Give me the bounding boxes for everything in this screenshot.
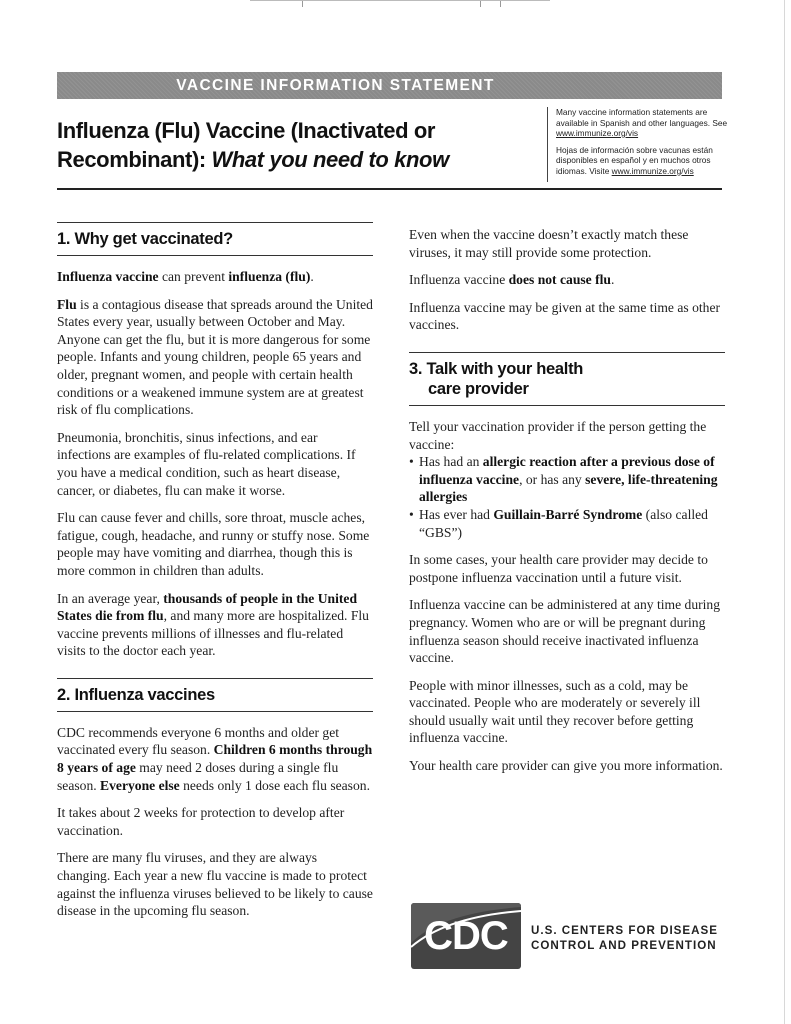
agency-name: U.S. CENTERS FOR DISEASE CONTROL AND PREVENTION [531,924,718,952]
list-item: • Has had an allergic reaction after a previous dose of influenza vaccine, or has any severe, life-threatening allergies [409,453,725,506]
section-2-paragraph-6: Influenza vaccine may be given at the same time as other vaccines. [409,299,721,333]
cdc-logo-text: CDC [424,914,508,958]
section-1-paragraph-3: Pneumonia, bronchitis, sinus infections, and ear infections are examples of flu-related complications. If you have a medical condition, such as heart disease, cancer, or diabetes, flu can make it worse. [57,429,356,498]
title-divider [57,188,722,190]
section-2-paragraph-3: There are many flu viruses, and they are always changing. Each year a new flu vaccine is made to protect against the influenza viruses believed to be likely to cause disease in the upcoming flu season. [57,850,373,919]
section-3-intro: Tell your vaccination provider if the person getting the vaccine: [409,418,707,452]
left-column [57,222,373,930]
english-note: Many vaccine information statements are available in Spanish and other languages. See www.immunize.org/vis [556,107,728,138]
section-3-list [409,453,725,541]
scan-right-edge [784,0,785,1024]
section-3-paragraph-4: Your health care provider can give you more information. [409,758,723,774]
spanish-note: Hojas de información sobre vacunas están disponibles en español y en muchos otros idiomas. Visite www.immunize.org/vis [556,144,713,176]
right-column [409,226,725,785]
list-item: • Has ever had Guillain-Barré Syndrome (also called “GBS”) [409,506,725,541]
spanish-vis-link[interactable]: www.immunize.org/vis [611,165,694,176]
section-1-paragraph-1: Influenza vaccine can prevent influenza (flu). [57,269,314,284]
document-title: Influenza (Flu) Vaccine (Inactivated or Recombinant): What you need to know [57,118,449,172]
section-2-paragraph-5: Influenza vaccine does not cause flu. [409,272,615,288]
scan-top-marks [250,0,550,7]
english-vis-link[interactable]: www.immunize.org/vis [556,128,639,138]
section-1-paragraph-2: Flu is a contagious disease that spreads around the United States every year, usually between October and May. Anyone can get the flu, but it is more dangerous for some people. Infants and young children, people 65 years and older, pregnant women, and people with certain health conditions or a weakened immune system are at greatest risk of flu complications. [57,296,373,418]
section-1-paragraph-5: In an average year, thousands of people in the United States die from flu, and many more are hospitalized. Flu vaccine prevents millions of illnesses and flu-related visits to the doctor each year. [57,590,369,659]
section-3-paragraph-3: People with minor illnesses, such as a cold, may be vaccinated. People who are moderately or severely ill should usually wait until they recover before getting influenza vaccine. [409,677,701,746]
cdc-logo [411,903,521,969]
section-1-heading: 1. Why get vaccinated? [57,222,373,256]
section-3-heading: 3. Talk with your health care provider [409,352,725,406]
section-2-paragraph-1: CDC recommends everyone 6 months and older get vaccinated every flu season. Children 6 months through 8 years of age may need 2 doses during a single flu season. Everyone else needs only 1 dose each flu season. [57,724,373,793]
section-2-heading: 2. Influenza vaccines [57,678,373,712]
section-1-paragraph-4: Flu can cause fever and chills, sore throat, muscle aches, fatigue, cough, headache, and runny or stuffy nose. Some people may have vomiting and diarrhea, though this is more common in children than adults. [57,510,370,578]
language-availability-note [547,107,734,182]
section-3-paragraph-2: Influenza vaccine can be administered at any time during pregnancy. Women who are or will be pregnant during influenza season should receive inactivated influenza vaccine. [409,597,721,666]
section-3-paragraph-1: In some cases, your health care provider may decide to postpone influenza vaccination until a future visit. [409,552,708,585]
vis-banner: VACCINE INFORMATION STATEMENT [57,72,722,99]
section-2-paragraph-4: Even when the vaccine doesn’t exactly match these viruses, it may still provide some protection. [409,227,689,260]
section-2-paragraph-2: It takes about 2 weeks for protection to develop after vaccination. [57,805,345,838]
